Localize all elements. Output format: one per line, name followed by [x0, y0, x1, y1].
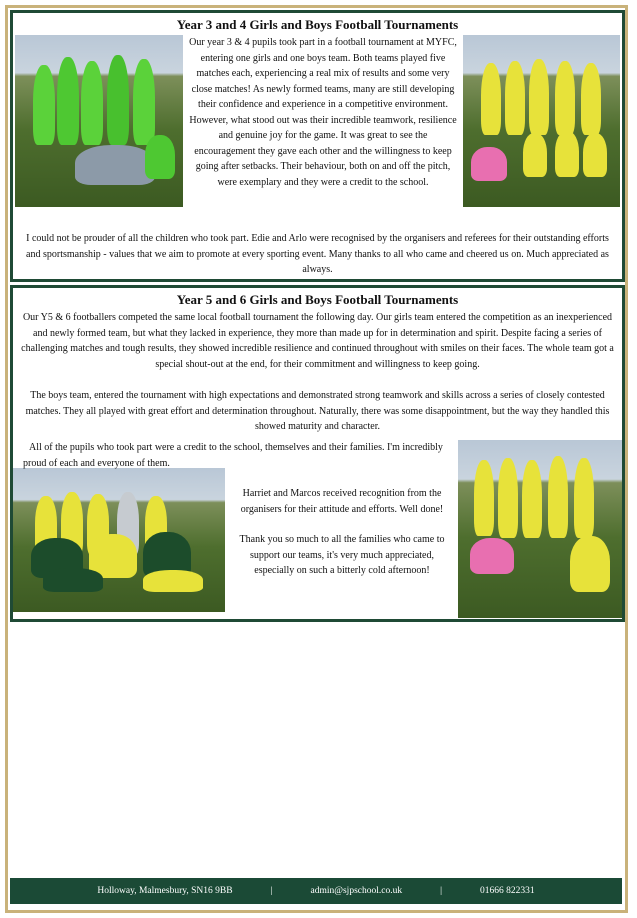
photo-girls-team [463, 35, 620, 207]
section-year5-6 [10, 285, 625, 622]
footer-address: Holloway, Malmesbury, SN16 9BB [97, 886, 233, 896]
footer-email[interactable]: admin@sjpschool.co.uk [310, 886, 403, 896]
footer-phone[interactable]: 01666 822331 [480, 886, 535, 896]
footer-separator: | [270, 886, 273, 896]
photo-y56-girls-team [458, 440, 622, 618]
section-paragraph: Thank you so much to all the families who came to support our teams, it's very much appreciated, especially on such a bitterly cold afternoon! [239, 534, 445, 576]
photo-boys-team [15, 35, 183, 207]
section-paragraph: I could not be prouder of all the children who took part. Edie and Arlo were recognised by the organisers and referees for their outstanding efforts and sportsmanship - values that we aim to promote at every sporting event. Many thanks to all who came and cheered us on. Much appreciated as always. [26, 233, 609, 275]
section-title: Year 5 and 6 Girls and Boys Football Tournaments [176, 292, 459, 307]
footer-separator: | [440, 886, 442, 896]
section-title: Year 3 and 4 Girls and Boys Football Tournaments [176, 17, 459, 32]
section-paragraph: The boys team, entered the tournament with high expectations and demonstrated strong teamwork and skills across a series of closely contested matches. They all played with great effort and determination throughout. Naturally, there was some disappointment, but the way they handled this showed maturity and character. [25, 390, 610, 432]
section-paragraph: Harriet and Marcos received recognition from the organisers for their attitude and efforts. Well done! [240, 488, 444, 515]
photo-y56-boys-team [13, 468, 225, 612]
footer-bar [10, 878, 622, 904]
section-paragraph: Our year 3 & 4 pupils took part in a football tournament at MYFC, entering one girls and one boys team. Both teams played five matches each, experiencing a real mix of results and some very close matches! As newly formed teams, many are still developing their confidence and experience in a competitive environment. However, what stood out was their incredible teamwork, resilience and genuine joy for the game. It was great to see the encouragement they gave each other and the willingness to keep going after setbacks. Their behaviour, both on and off the pitch, were exemplary and they were a credit to the school. [189, 37, 457, 188]
section-year3-4 [10, 10, 625, 282]
section-paragraph: Our Y5 & 6 footballers competed the same local football tournament the following day. Our girls team entered the competition as an inexperienced and newly formed team, but what they lacked in experience, they more than made up for in determination and spirit. Despite facing a series of challenging matches and tough results, they showed incredible resilience and continued throughout with smiles on their faces. The whole team got a special shout-out at the end, for their commitment and willingness to keep going. [21, 312, 614, 370]
section-paragraph: All of the pupils who took part were a credit to the school, themselves and their families. I'm incredibly proud of each and everyone of them. [23, 442, 443, 469]
